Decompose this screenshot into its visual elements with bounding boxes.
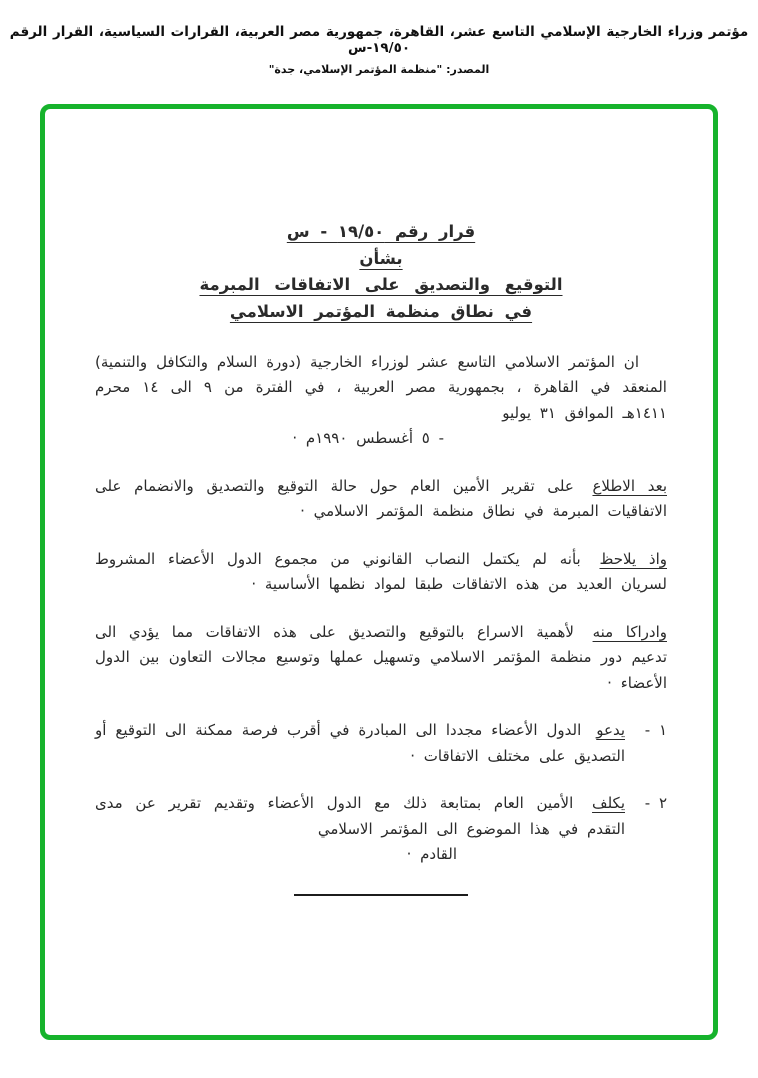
paragraph-text: لأهمية الاسراع بالتوقيع والتصديق على هذه الاتفاقات مما يؤدي الى تدعيم دور منظمة المؤتمر الاسلامي وتسهيل عملها وتوسيع مجالات التعاون بين الدول الأعضاء · [95, 622, 667, 692]
item-number: ١ - [644, 721, 667, 740]
resolution-number-title: قرار رقم ١٩/٥٠ - س [286, 222, 476, 241]
reference-header-line: مؤتمر وزراء الخارجية الإسلامي التاسع عشر، القاهرة، جمهورية مصر العربية، القرارات السياسية، القرار الرقم ١٩/٥٠-س [9, 24, 749, 56]
title-scope: في نطاق منظمة المؤتمر الاسلامي [229, 302, 533, 322]
divider-line [294, 894, 468, 896]
underlined-lead: وادراكا منه [592, 622, 667, 641]
paragraph-text: على تقرير الأمين العام حول حالة التوقيع والتصديق والانضمام على الاتفاقيات المبرمة في نطاق منظمة المؤتمر الاسلامي · [95, 476, 667, 521]
resolution-title-block [95, 219, 667, 326]
item-text [95, 791, 625, 868]
item-body-text: الدول الأعضاء مجددا الى المبادرة في أقرب فرصة ممكنة الى التوقيع أو التصديق على مختلف الاتفاقات · [95, 721, 625, 765]
preamble-paragraph-3 [95, 547, 667, 598]
resolution-text [95, 350, 667, 896]
paragraph-text: ان المؤتمر الاسلامي التاسع عشر لوزراء الخارجية (دورة السلام والتكافل والتنمية) المنعقد في القاهرة ، بجمهورية مصر العربية ، في الفترة من ٩ الى ١٤ محرم ١٤١١هـ الموافق ٣١ يوليو [95, 352, 667, 422]
paragraph-text: بأنه لم يكتمل النصاب القانوني من مجموع الدول الأعضاء المشروط لسريان العديد من هذه الاتفاقات طبقا لمواد نظمها الأساسية · [95, 549, 667, 594]
item-body-text: الأمين العام بمتابعة ذلك مع الدول الأعضاء وتقديم تقرير عن مدى التقدم في هذا الموضوع الى المؤتمر الاسلامي [95, 794, 625, 838]
preamble-paragraph-4 [95, 620, 667, 697]
source-line: المصدر: "منظمة المؤتمر الإسلامي، جدة" [268, 63, 490, 76]
underlined-lead: بعد الاطلاع [592, 476, 667, 495]
green-border-frame [40, 104, 718, 1040]
operative-item-1 [95, 718, 667, 769]
underlined-lead: واذ يلاحظ [599, 549, 667, 568]
title-subject: التوقيع والتصديق على الاتفاقات المبرمة [199, 275, 563, 295]
underlined-lead: يكلف [592, 794, 625, 813]
document-body [45, 109, 713, 1035]
paragraph-date-tail: - ٥ أغسطس ١٩٩٠م · [292, 429, 444, 448]
item-tail-text: القادم · [406, 845, 457, 864]
operative-item-2 [95, 791, 667, 868]
preamble-paragraph-2 [95, 474, 667, 525]
preamble-paragraph-1 [95, 350, 667, 452]
item-number: ٢ - [644, 794, 667, 813]
item-text [95, 718, 625, 769]
title-regarding: بشأن [359, 248, 403, 268]
underlined-lead: يدعو [596, 721, 625, 740]
reference-header [0, 24, 758, 76]
